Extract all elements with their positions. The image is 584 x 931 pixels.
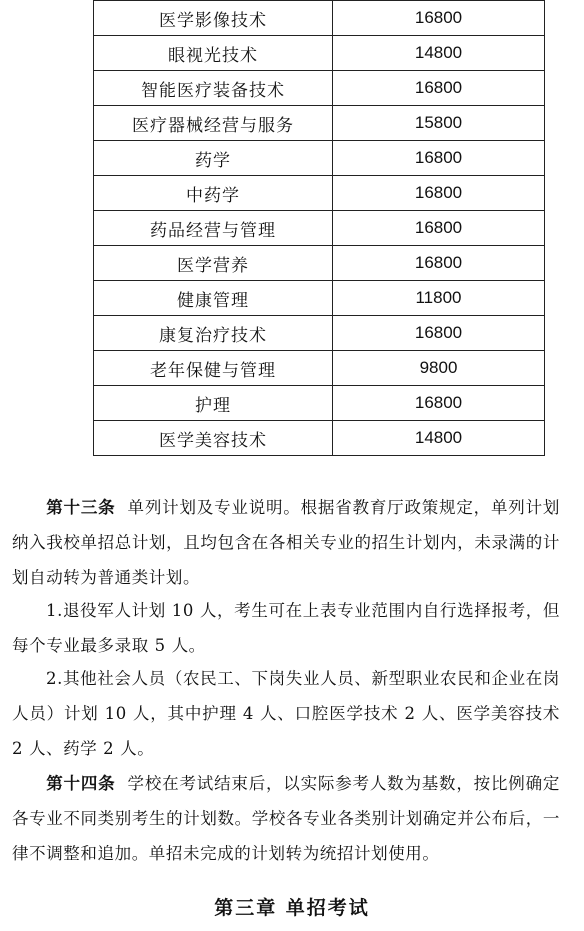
fee-cell: 16800: [333, 71, 545, 106]
major-cell: 医学美容技术: [94, 421, 333, 456]
fee-cell: 16800: [333, 211, 545, 246]
major-cell: 医学营养: [94, 246, 333, 281]
major-cell: 护理: [94, 386, 333, 421]
fee-cell: 16800: [333, 1, 545, 36]
fee-cell: 9800: [333, 351, 545, 386]
fee-cell: 16800: [333, 246, 545, 281]
major-cell: 眼视光技术: [94, 36, 333, 71]
tuition-table: [93, 0, 545, 456]
fee-cell: 16800: [333, 141, 545, 176]
major-cell: 医疗器械经营与服务: [94, 106, 333, 141]
article-14-paragraph: [12, 766, 560, 871]
item-1-text: 1.退役军人计划 10 人，考生可在上表专业范围内自行选择报考，但每个专业最多录取 5 人。: [12, 601, 560, 655]
table-row: [94, 316, 545, 351]
major-cell: 老年保健与管理: [94, 351, 333, 386]
table-row: [94, 246, 545, 281]
table-row: [94, 71, 545, 106]
article-13-paragraph: [12, 490, 560, 595]
table-row: [94, 281, 545, 316]
article-14-heading: 第十四条: [46, 774, 116, 793]
fee-cell: 11800: [333, 281, 545, 316]
major-cell: 智能医疗装备技术: [94, 71, 333, 106]
article-13-body: 单列计划及专业说明。根据省教育厅政策规定，单列计划纳入我校单招总计划，且均包含在各相关专业的招生计划内，未录满的计划自动转为普通类计划。: [12, 498, 560, 587]
table-row: [94, 211, 545, 246]
major-cell: 健康管理: [94, 281, 333, 316]
chapter-title: 第三章 单招考试: [214, 897, 370, 919]
table-row: [94, 141, 545, 176]
major-cell: 中药学: [94, 176, 333, 211]
item-1-paragraph: [12, 593, 560, 663]
table-row: [94, 106, 545, 141]
fee-cell: 14800: [333, 421, 545, 456]
fee-cell: 14800: [333, 36, 545, 71]
article-14-body: 学校在考试结束后，以实际参考人数为基数，按比例确定各专业不同类别考生的计划数。学校各专业各类别计划确定并公布后，一律不调整和追加。单招未完成的计划转为统招计划使用。: [12, 774, 560, 863]
table-row: [94, 421, 545, 456]
major-cell: 医学影像技术: [94, 1, 333, 36]
table-row: [94, 386, 545, 421]
fee-cell: 15800: [333, 106, 545, 141]
major-cell: 药学: [94, 141, 333, 176]
item-2-paragraph: [12, 661, 560, 766]
fee-cell: 16800: [333, 316, 545, 351]
major-cell: 康复治疗技术: [94, 316, 333, 351]
fee-cell: 16800: [333, 176, 545, 211]
article-13-heading: 第十三条: [46, 498, 116, 517]
item-2-text: 2.其他社会人员（农民工、下岗失业人员、新型职业农民和企业在岗人员）计划 10 人，其中护理 4 人、口腔医学技术 2 人、医学美容技术 2 人、药学 2 人。: [12, 669, 560, 758]
major-cell: 药品经营与管理: [94, 211, 333, 246]
fee-cell: 16800: [333, 386, 545, 421]
table-row: [94, 36, 545, 71]
table-row: [94, 1, 545, 36]
table-row: [94, 351, 545, 386]
table-row: [94, 176, 545, 211]
